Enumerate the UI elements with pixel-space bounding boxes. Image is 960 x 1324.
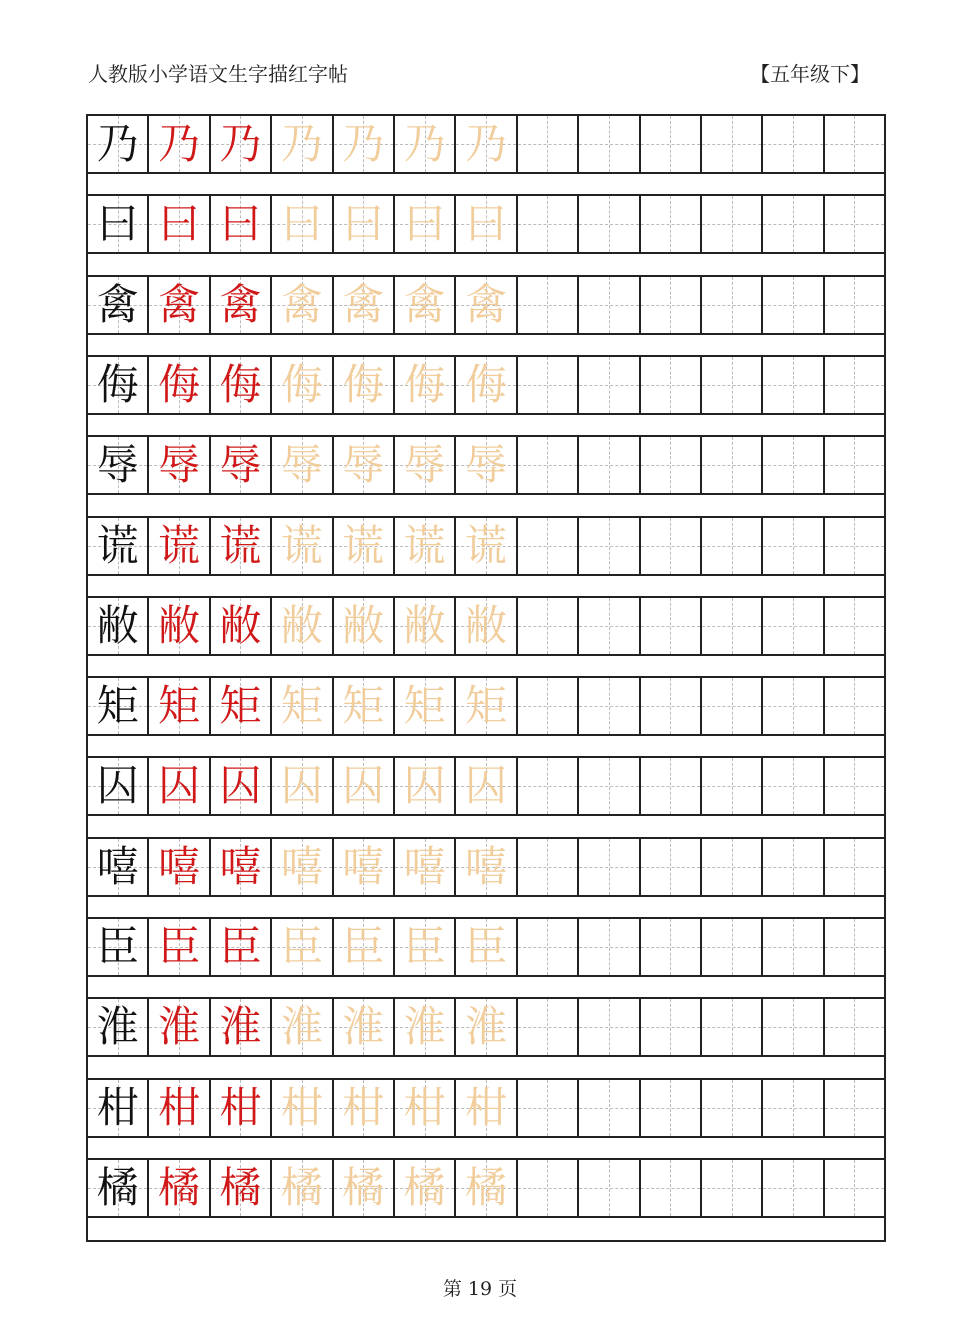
- practice-row: [88, 997, 884, 1057]
- trace-cell: [334, 116, 395, 172]
- trace-character: 淮: [342, 1002, 385, 1052]
- practice-grid: [86, 114, 886, 1242]
- trace-character: 柑: [342, 1082, 385, 1132]
- blank-writing-cell: [518, 437, 579, 493]
- practice-row: [88, 1078, 884, 1138]
- trace-cell: [456, 1160, 517, 1216]
- trace-cell: [272, 1160, 333, 1216]
- trace-character: 侮: [342, 359, 385, 409]
- blank-writing-cell: [763, 277, 824, 333]
- red-example-cell: [211, 999, 272, 1055]
- trace-character: 敝: [403, 600, 446, 650]
- red-character: 乃: [219, 119, 262, 168]
- red-example-cell: [211, 518, 272, 574]
- blank-writing-cell: [825, 678, 884, 734]
- blank-writing-cell: [579, 598, 640, 654]
- trace-cell: [456, 196, 517, 252]
- blank-writing-cell: [825, 518, 884, 574]
- trace-character: 囚: [280, 761, 323, 811]
- blank-writing-cell: [579, 839, 640, 895]
- trace-character: 曰: [280, 199, 323, 249]
- model-character: 敝: [96, 600, 139, 650]
- red-character: 乃: [158, 119, 201, 168]
- trace-character: 辱: [280, 440, 323, 490]
- trace-cell: [272, 598, 333, 654]
- blank-writing-cell: [641, 357, 702, 413]
- blank-writing-cell: [825, 277, 884, 333]
- model-character: 嘻: [96, 841, 139, 891]
- red-character: 曰: [219, 199, 262, 249]
- book-title: 人教版小学语文生字描红字帖: [88, 62, 348, 86]
- blank-writing-cell: [702, 1080, 763, 1136]
- trace-character: 嘻: [342, 841, 385, 891]
- model-character-cell: [88, 277, 149, 333]
- trace-cell: [395, 196, 456, 252]
- red-example-cell: [211, 598, 272, 654]
- trace-cell: [272, 999, 333, 1055]
- trace-cell: [334, 678, 395, 734]
- trace-character: 侮: [403, 359, 446, 409]
- blank-writing-cell: [518, 357, 579, 413]
- red-example-cell: [211, 1160, 272, 1216]
- blank-writing-cell: [518, 277, 579, 333]
- model-character: 禽: [96, 279, 139, 329]
- red-example-cell: [149, 437, 210, 493]
- blank-writing-cell: [763, 196, 824, 252]
- red-example-cell: [211, 196, 272, 252]
- trace-character: 禽: [280, 279, 323, 329]
- trace-character: 曰: [465, 199, 508, 249]
- red-example-cell: [149, 196, 210, 252]
- model-character: 囚: [96, 761, 139, 811]
- trace-character: 矩: [465, 681, 508, 731]
- blank-writing-cell: [579, 999, 640, 1055]
- red-example-cell: [149, 839, 210, 895]
- red-character: 矩: [158, 681, 201, 731]
- trace-character: 囚: [403, 761, 446, 811]
- trace-cell: [456, 839, 517, 895]
- blank-writing-cell: [825, 999, 884, 1055]
- trace-cell: [395, 116, 456, 172]
- red-character: 橘: [158, 1162, 201, 1212]
- trace-character: 敝: [465, 600, 508, 650]
- trace-character: 嘻: [280, 841, 323, 891]
- trace-cell: [272, 357, 333, 413]
- blank-writing-cell: [763, 919, 824, 975]
- grade-label: 【五年级下】: [750, 62, 870, 86]
- trace-cell: [272, 919, 333, 975]
- model-character: 淮: [96, 1002, 139, 1052]
- trace-character: 臣: [342, 922, 385, 971]
- trace-character: 谎: [403, 520, 446, 570]
- practice-row: [88, 355, 884, 415]
- model-character: 乃: [96, 119, 139, 168]
- trace-cell: [334, 919, 395, 975]
- trace-character: 矩: [280, 681, 323, 731]
- blank-writing-cell: [825, 357, 884, 413]
- trace-cell: [272, 437, 333, 493]
- trace-character: 敝: [342, 600, 385, 650]
- page-number: 第 19 页: [442, 1278, 518, 1300]
- blank-writing-cell: [702, 116, 763, 172]
- trace-character: 乃: [403, 119, 446, 168]
- blank-writing-cell: [641, 839, 702, 895]
- trace-character: 矩: [403, 681, 446, 731]
- blank-writing-cell: [763, 758, 824, 814]
- model-character-cell: [88, 1160, 149, 1216]
- model-character-cell: [88, 196, 149, 252]
- red-character: 矩: [219, 681, 262, 731]
- trace-cell: [272, 518, 333, 574]
- model-character: 辱: [96, 440, 139, 490]
- trace-cell: [334, 839, 395, 895]
- trace-character: 禽: [465, 279, 508, 329]
- trace-character: 囚: [342, 761, 385, 811]
- trace-character: 谎: [280, 520, 323, 570]
- blank-writing-cell: [825, 116, 884, 172]
- red-example-cell: [149, 999, 210, 1055]
- trace-character: 辱: [342, 440, 385, 490]
- trace-cell: [272, 1080, 333, 1136]
- red-character: 侮: [219, 359, 262, 409]
- blank-writing-cell: [518, 598, 579, 654]
- blank-writing-cell: [579, 437, 640, 493]
- trace-cell: [395, 518, 456, 574]
- trace-character: 曰: [403, 199, 446, 249]
- trace-cell: [456, 437, 517, 493]
- model-character-cell: [88, 839, 149, 895]
- red-character: 敝: [219, 600, 262, 650]
- blank-writing-cell: [702, 678, 763, 734]
- red-example-cell: [149, 678, 210, 734]
- blank-writing-cell: [763, 518, 824, 574]
- blank-writing-cell: [641, 598, 702, 654]
- red-character: 橘: [219, 1162, 262, 1212]
- blank-writing-cell: [825, 437, 884, 493]
- trace-cell: [334, 518, 395, 574]
- trace-cell: [395, 999, 456, 1055]
- trace-character: 柑: [403, 1082, 446, 1132]
- red-example-cell: [211, 357, 272, 413]
- red-example-cell: [211, 277, 272, 333]
- blank-writing-cell: [825, 196, 884, 252]
- blank-writing-cell: [702, 919, 763, 975]
- blank-writing-cell: [641, 277, 702, 333]
- trace-character: 橘: [465, 1162, 508, 1212]
- blank-writing-cell: [518, 1080, 579, 1136]
- model-character-cell: [88, 1080, 149, 1136]
- red-example-cell: [149, 1080, 210, 1136]
- trace-cell: [334, 1160, 395, 1216]
- blank-writing-cell: [825, 919, 884, 975]
- blank-writing-cell: [825, 1080, 884, 1136]
- red-example-cell: [149, 919, 210, 975]
- trace-character: 侮: [280, 359, 323, 409]
- blank-writing-cell: [702, 518, 763, 574]
- trace-character: 橘: [403, 1162, 446, 1212]
- model-character-cell: [88, 999, 149, 1055]
- blank-writing-cell: [641, 919, 702, 975]
- model-character-cell: [88, 678, 149, 734]
- red-character: 淮: [219, 1002, 262, 1052]
- red-example-cell: [149, 598, 210, 654]
- trace-cell: [334, 1080, 395, 1136]
- blank-writing-cell: [579, 758, 640, 814]
- trace-cell: [456, 518, 517, 574]
- trace-cell: [456, 598, 517, 654]
- blank-writing-cell: [763, 437, 824, 493]
- red-character: 谎: [219, 520, 262, 570]
- trace-character: 囚: [465, 761, 508, 811]
- red-example-cell: [211, 116, 272, 172]
- model-character: 侮: [96, 359, 139, 409]
- trace-character: 淮: [403, 1002, 446, 1052]
- blank-writing-cell: [641, 518, 702, 574]
- red-character: 辱: [158, 440, 201, 490]
- blank-writing-cell: [641, 1080, 702, 1136]
- model-character-cell: [88, 919, 149, 975]
- blank-writing-cell: [641, 196, 702, 252]
- red-example-cell: [149, 518, 210, 574]
- model-character-cell: [88, 357, 149, 413]
- trace-cell: [334, 277, 395, 333]
- trace-character: 嘻: [403, 841, 446, 891]
- blank-writing-cell: [763, 999, 824, 1055]
- red-character: 嘻: [219, 841, 262, 891]
- trace-character: 乃: [280, 119, 323, 168]
- blank-writing-cell: [641, 999, 702, 1055]
- practice-row: [88, 275, 884, 335]
- trace-character: 乃: [465, 119, 508, 168]
- red-character: 敝: [158, 600, 201, 650]
- trace-cell: [456, 999, 517, 1055]
- red-example-cell: [149, 758, 210, 814]
- blank-writing-cell: [518, 1160, 579, 1216]
- red-example-cell: [211, 678, 272, 734]
- model-character: 谎: [96, 520, 139, 570]
- red-character: 臣: [219, 922, 262, 971]
- blank-writing-cell: [763, 116, 824, 172]
- blank-writing-cell: [579, 1160, 640, 1216]
- trace-character: 谎: [465, 520, 508, 570]
- trace-cell: [395, 357, 456, 413]
- model-character: 矩: [96, 681, 139, 731]
- blank-writing-cell: [702, 999, 763, 1055]
- red-character: 囚: [158, 761, 201, 811]
- blank-writing-cell: [763, 1160, 824, 1216]
- trace-character: 淮: [465, 1002, 508, 1052]
- red-character: 柑: [158, 1082, 201, 1132]
- trace-cell: [334, 999, 395, 1055]
- blank-writing-cell: [579, 196, 640, 252]
- red-example-cell: [211, 437, 272, 493]
- trace-cell: [334, 598, 395, 654]
- blank-writing-cell: [579, 678, 640, 734]
- trace-character: 辱: [403, 440, 446, 490]
- trace-cell: [395, 919, 456, 975]
- practice-row: [88, 116, 884, 174]
- trace-character: 柑: [465, 1082, 508, 1132]
- trace-character: 矩: [342, 681, 385, 731]
- practice-row: [88, 676, 884, 736]
- blank-writing-cell: [641, 678, 702, 734]
- blank-writing-cell: [702, 437, 763, 493]
- red-character: 嘻: [158, 841, 201, 891]
- blank-writing-cell: [641, 1160, 702, 1216]
- trace-character: 臣: [280, 922, 323, 971]
- trace-cell: [395, 1080, 456, 1136]
- trace-cell: [456, 919, 517, 975]
- blank-writing-cell: [518, 758, 579, 814]
- trace-cell: [395, 839, 456, 895]
- trace-character: 敝: [280, 600, 323, 650]
- blank-writing-cell: [579, 357, 640, 413]
- trace-cell: [456, 678, 517, 734]
- trace-cell: [456, 1080, 517, 1136]
- red-character: 禽: [158, 279, 201, 329]
- blank-writing-cell: [518, 839, 579, 895]
- trace-cell: [395, 598, 456, 654]
- blank-writing-cell: [702, 758, 763, 814]
- red-character: 辱: [219, 440, 262, 490]
- trace-cell: [272, 116, 333, 172]
- red-character: 谎: [158, 520, 201, 570]
- red-example-cell: [149, 277, 210, 333]
- blank-writing-cell: [825, 1160, 884, 1216]
- red-example-cell: [149, 116, 210, 172]
- blank-writing-cell: [825, 839, 884, 895]
- trace-character: 谎: [342, 520, 385, 570]
- trace-cell: [395, 277, 456, 333]
- page-header: [88, 58, 870, 88]
- blank-writing-cell: [702, 196, 763, 252]
- blank-writing-cell: [518, 196, 579, 252]
- trace-cell: [334, 357, 395, 413]
- blank-writing-cell: [579, 1080, 640, 1136]
- trace-cell: [272, 758, 333, 814]
- blank-writing-cell: [825, 598, 884, 654]
- trace-character: 橘: [280, 1162, 323, 1212]
- trace-cell: [334, 437, 395, 493]
- trace-character: 臣: [403, 922, 446, 971]
- trace-cell: [395, 678, 456, 734]
- blank-writing-cell: [702, 357, 763, 413]
- red-character: 囚: [219, 761, 262, 811]
- trace-character: 乃: [342, 119, 385, 168]
- trace-cell: [395, 758, 456, 814]
- practice-row: [88, 837, 884, 897]
- trace-cell: [334, 758, 395, 814]
- blank-writing-cell: [579, 518, 640, 574]
- red-example-cell: [211, 919, 272, 975]
- blank-writing-cell: [702, 1160, 763, 1216]
- trace-cell: [456, 116, 517, 172]
- blank-writing-cell: [702, 839, 763, 895]
- trace-cell: [456, 758, 517, 814]
- blank-writing-cell: [518, 116, 579, 172]
- red-character: 禽: [219, 279, 262, 329]
- trace-character: 嘻: [465, 841, 508, 891]
- red-character: 侮: [158, 359, 201, 409]
- red-example-cell: [211, 839, 272, 895]
- trace-cell: [395, 1160, 456, 1216]
- practice-row: [88, 756, 884, 816]
- blank-writing-cell: [702, 598, 763, 654]
- red-example-cell: [211, 758, 272, 814]
- practice-row: [88, 596, 884, 656]
- model-character-cell: [88, 437, 149, 493]
- model-character: 柑: [96, 1082, 139, 1132]
- trace-character: 禽: [403, 279, 446, 329]
- model-character-cell: [88, 598, 149, 654]
- practice-row: [88, 194, 884, 254]
- practice-row: [88, 1158, 884, 1218]
- blank-writing-cell: [763, 678, 824, 734]
- model-character-cell: [88, 518, 149, 574]
- practice-row: [88, 516, 884, 576]
- trace-cell: [272, 277, 333, 333]
- blank-writing-cell: [702, 277, 763, 333]
- trace-cell: [272, 839, 333, 895]
- trace-cell: [272, 196, 333, 252]
- blank-writing-cell: [641, 758, 702, 814]
- blank-writing-cell: [763, 839, 824, 895]
- practice-row: [88, 917, 884, 977]
- trace-cell: [334, 196, 395, 252]
- blank-writing-cell: [579, 277, 640, 333]
- blank-writing-cell: [518, 999, 579, 1055]
- blank-writing-cell: [518, 919, 579, 975]
- blank-writing-cell: [518, 678, 579, 734]
- blank-writing-cell: [641, 437, 702, 493]
- trace-cell: [456, 357, 517, 413]
- trace-character: 曰: [342, 199, 385, 249]
- blank-writing-cell: [579, 919, 640, 975]
- blank-writing-cell: [763, 1080, 824, 1136]
- model-character-cell: [88, 116, 149, 172]
- blank-writing-cell: [825, 758, 884, 814]
- blank-writing-cell: [579, 116, 640, 172]
- red-example-cell: [211, 1080, 272, 1136]
- blank-writing-cell: [641, 116, 702, 172]
- trace-character: 臣: [465, 922, 508, 971]
- model-character: 臣: [96, 922, 139, 971]
- blank-writing-cell: [763, 357, 824, 413]
- trace-character: 橘: [342, 1162, 385, 1212]
- red-example-cell: [149, 1160, 210, 1216]
- practice-row: [88, 435, 884, 495]
- trace-cell: [272, 678, 333, 734]
- trace-cell: [395, 437, 456, 493]
- red-character: 曰: [158, 199, 201, 249]
- trace-character: 柑: [280, 1082, 323, 1132]
- trace-character: 淮: [280, 1002, 323, 1052]
- red-character: 臣: [158, 922, 201, 971]
- model-character-cell: [88, 758, 149, 814]
- blank-writing-cell: [518, 518, 579, 574]
- model-character: 曰: [96, 199, 139, 249]
- trace-character: 侮: [465, 359, 508, 409]
- red-character: 柑: [219, 1082, 262, 1132]
- trace-character: 禽: [342, 279, 385, 329]
- red-character: 淮: [158, 1002, 201, 1052]
- trace-cell: [456, 277, 517, 333]
- blank-writing-cell: [763, 598, 824, 654]
- red-example-cell: [149, 357, 210, 413]
- trace-character: 辱: [465, 440, 508, 490]
- model-character: 橘: [96, 1162, 139, 1212]
